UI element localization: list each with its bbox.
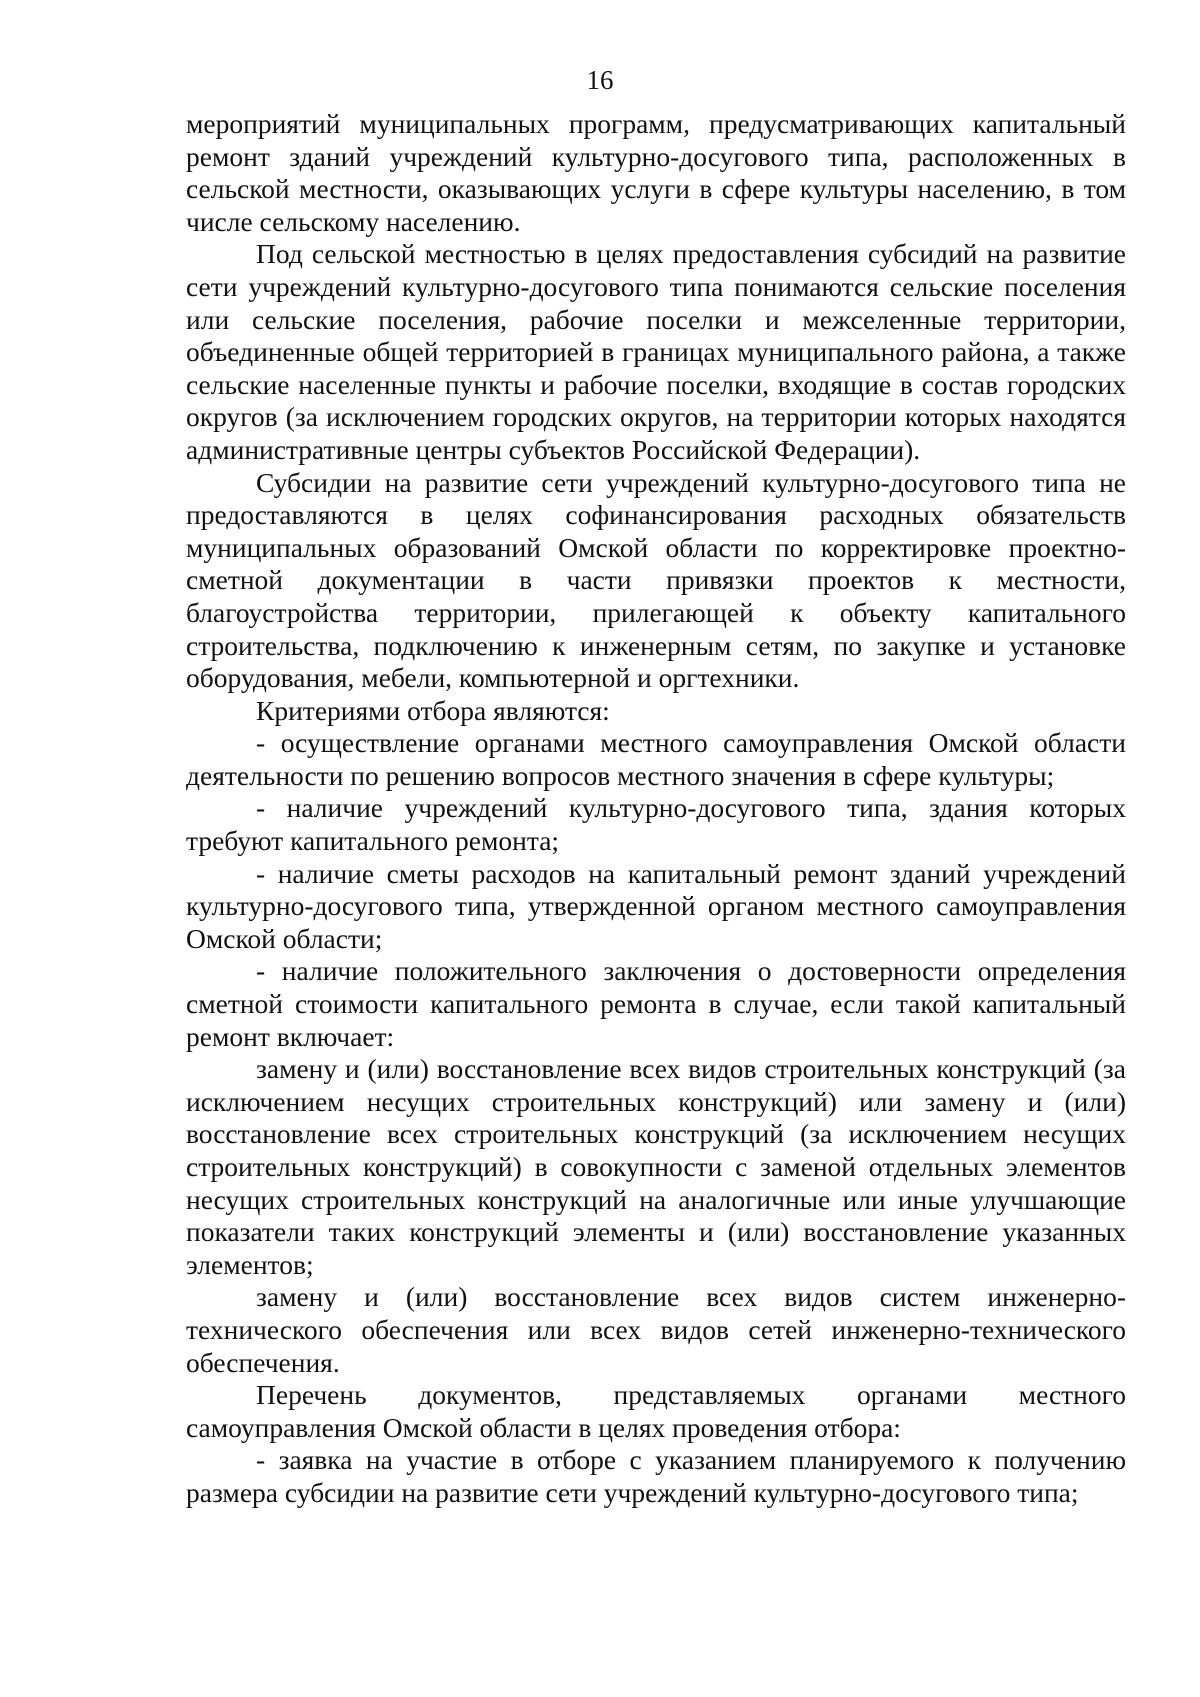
page-number: 16 xyxy=(586,65,614,95)
criteria-item-positive-conclusion: - наличие положительного заключения о достоверности определения сметной стоимости капитального ремонта в случае, если такой капитальный ремонт включает: xyxy=(186,955,1126,1052)
paragraph-selection-criteria-heading: Критериями отбора являются: xyxy=(256,694,610,726)
paragraph-documents-list-heading: Перечень документов, представляемых органами местного самоуправления Омской области в целях проведения отбора: xyxy=(186,1379,1126,1443)
paragraph-rural-definition: Под сельской местностью в целях предоставления субсидий на развитие сети учреждений культурно-досугового типа понимаются сельские поселения или сельские поселения, рабочие поселки и межселенные территории, объединенные общей территорией в границах муниципального района, а также сельские населенные пункты и рабочие поселки, входящие в состав городских округов (за исключением городских округов, на территории которых находятся административные центры субъектов Российской Федерации). xyxy=(186,238,1126,465)
repair-scope-structures: замену и (или) восстановление всех видов строительных конструкций (за исключением несущих строительных конструкций) или замену и (или) восстановление всех строительных конструкций (за исключением несущих строительных конструкций) в совокупности с заменой отдельных элементов несущих строительных конструкций на аналогичные или иные улучшающие показатели таких конструкций элементы и (или) восстановление указанных элементов; xyxy=(186,1053,1126,1280)
criteria-item-local-government: - осуществление органами местного самоуправления Омской области деятельности по решению вопросов местного значения в сфере культуры; xyxy=(186,727,1126,791)
repair-scope-engineering-systems: замену и (или) восстановление всех видов систем инженерно-технического обеспечения или всех видов сетей инженерно-технического обеспечения. xyxy=(186,1281,1126,1378)
paragraph-subsidy-restrictions: Субсидии на развитие сети учреждений культурно-досугового типа не предоставляются в целях софинансирования расходных обязательств муниципальных образований Омской области по корректировке проектно-сметной документации в части привязки проектов к местности, благоустройства территории, прилегающей к объекту капитального строительства, подключению к инженерным сетям, по закупке и установке оборудования, мебели, компьютерной и оргтехники. xyxy=(186,466,1126,694)
criteria-item-buildings-need-repair: - наличие учреждений культурно-досугового типа, здания которых требуют капитального ремонта; xyxy=(186,792,1126,857)
documents-item-application: - заявка на участие в отборе с указанием планируемого к получению размера субсидии на развитие сети учреждений культурно-досугового типа; xyxy=(186,1444,1126,1508)
criteria-item-cost-estimate: - наличие сметы расходов на капитальный ремонт зданий учреждений культурно-досугового типа, утвержденной органом местного самоуправления Омской области; xyxy=(186,857,1126,954)
paragraph-continuation: мероприятий муниципальных программ, предусматривающих капитальный ремонт зданий учреждений культурно-досугового типа, расположенных в сельской местности, оказывающих услуги в сфере культуры населению, в том числе сельскому населению. xyxy=(186,108,1126,237)
document-body xyxy=(186,108,1126,1510)
